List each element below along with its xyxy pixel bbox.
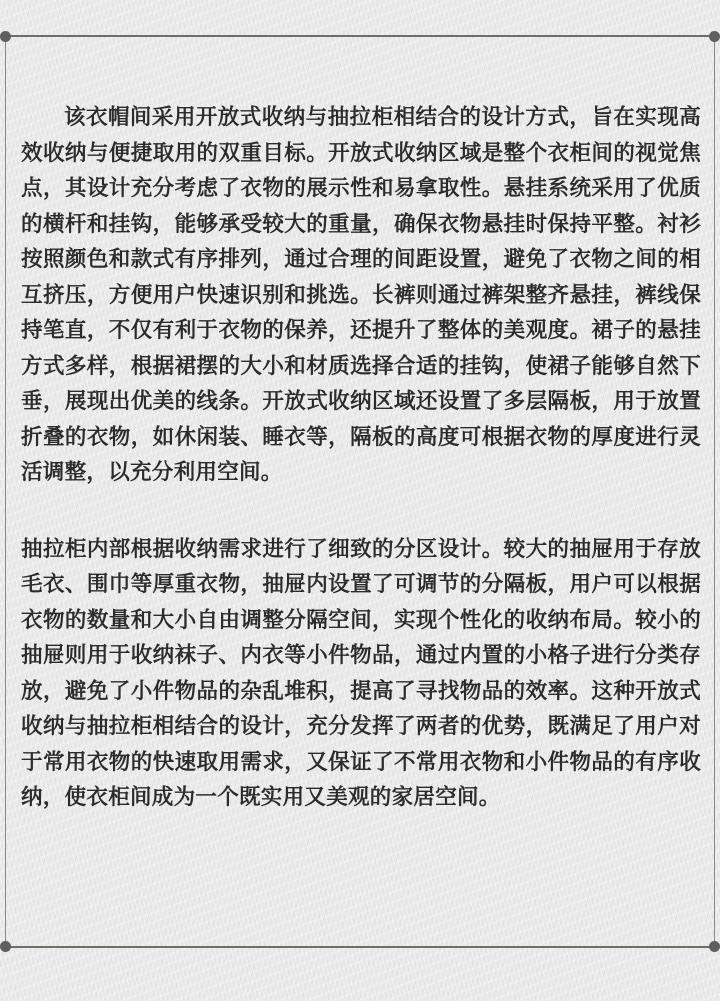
corner-dot-icon (709, 941, 720, 952)
corner-dot-icon (0, 941, 11, 952)
frame-right-line (714, 36, 715, 947)
frame-left-line (5, 36, 6, 947)
corner-dot-icon (0, 31, 11, 42)
paragraph-open-storage: 该衣帽间采用开放式收纳与抽拉柜相结合的设计方式，旨在实现高效收纳与便捷取用的双重目标。开放式收纳区域是整个衣柜间的视觉焦点，其设计充分考虑了衣物的展示性和易拿取性。悬挂系统采用了优质的横杆和挂钩，能够承受较大的重量，确保衣物悬挂时保持平整。衬衫按照颜色和款式有序排列，通过合理的间距设置，避免了衣物之间的相互挤压，方便用户快速识别和挑选。长裤则通过裤架整齐悬挂，裤线保持笔直，不仅有利于衣物的保养，还提升了整体的美观度。裙子的悬挂方式多样，根据裙摆的大小和材质选择合适的挂钩，使裙子能够自然下垂，展现出优美的线条。开放式收纳区域还设置了多层隔板，用于放置折叠的衣物，如休闲装、睡衣等，隔板的高度可根据衣物的厚度进行灵活调整，以充分利用空间。 (21, 105, 701, 485)
article-body (21, 100, 701, 816)
frame-bottom-line (6, 946, 714, 948)
frame-top-line (6, 35, 714, 37)
paragraph-drawer-storage: 抽拉柜内部根据收纳需求进行了细致的分区设计。较大的抽屉用于存放毛衣、围巾等厚重衣物，抽屉内设置了可调节的分隔板，用户可以根据衣物的数量和大小自由调整分隔空间，实现个性化的收纳布局。较小的抽屉则用于收纳袜子、内衣等小件物品，通过内置的小格子进行分类存放，避免了小件物品的杂乱堆积，提高了寻找物品的效率。这种开放式收纳与抽拉柜相结合的设计，充分发挥了两者的优势，既满足了用户对于常用衣物的快速取用需求，又保证了不常用衣物和小件物品的有序收纳，使衣柜间成为一个既实用又美观的家居空间。 (21, 536, 701, 810)
corner-dot-icon (709, 31, 720, 42)
